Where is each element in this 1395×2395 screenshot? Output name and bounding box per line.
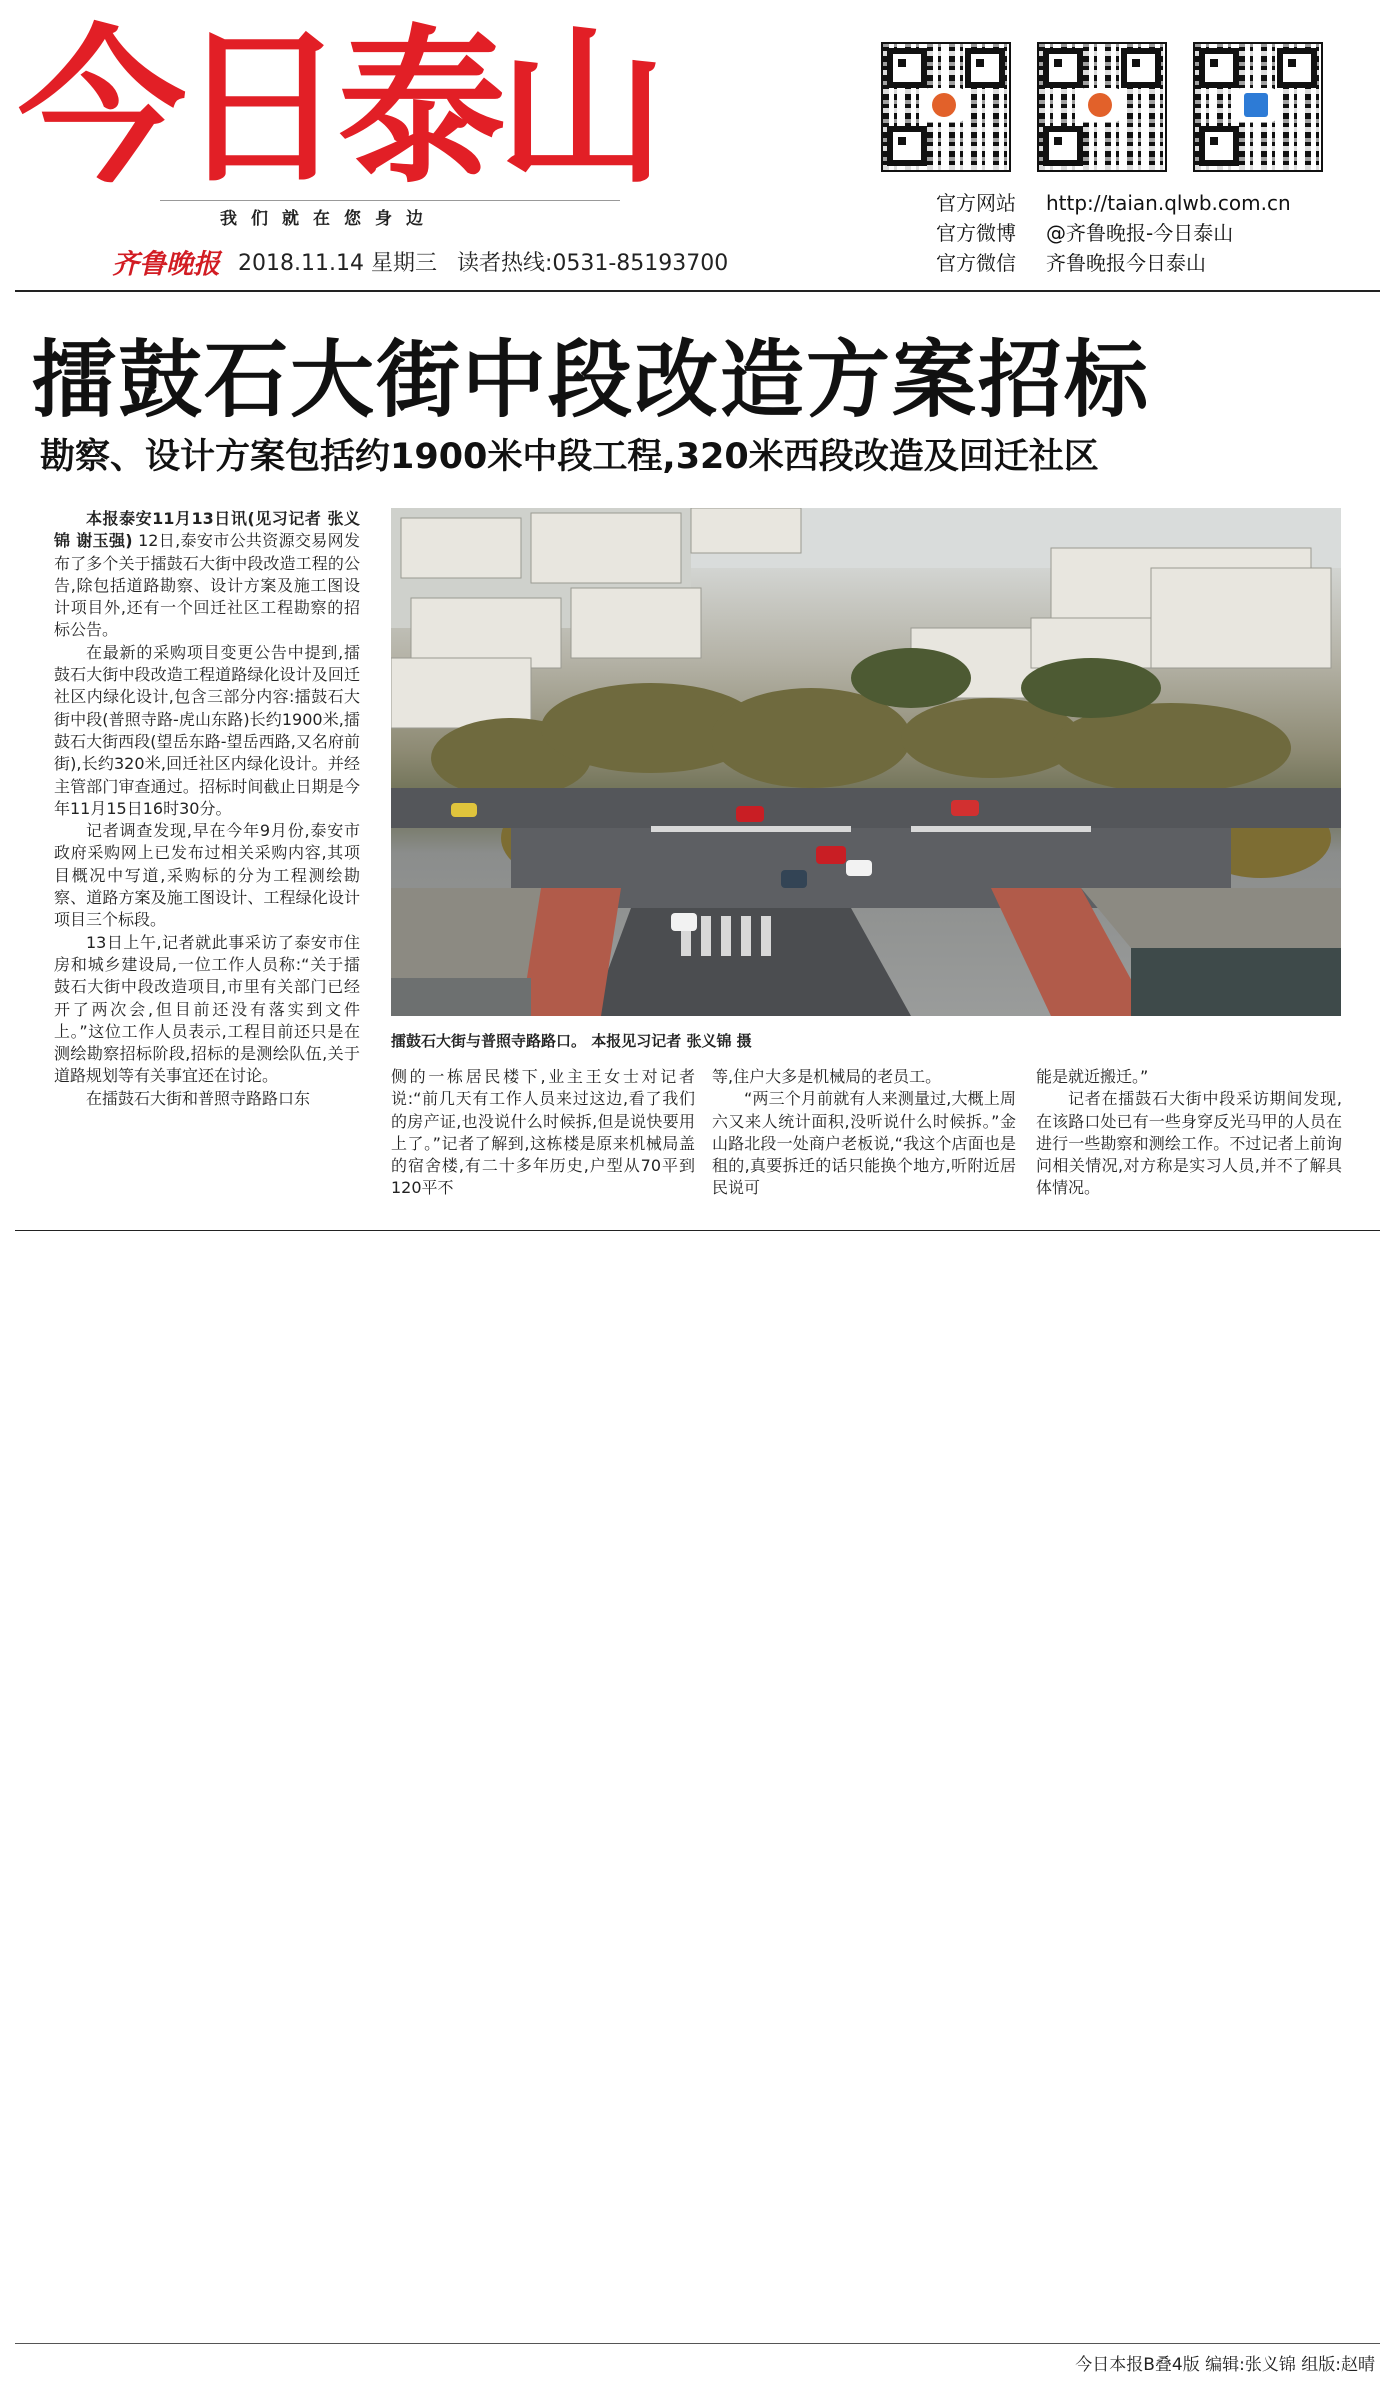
contact-weibo: 官方微博 @齐鲁晚报-今日泰山 [936, 221, 1234, 245]
qr-code-website [881, 42, 1011, 172]
issue-date: 2018.11.14 星期三 [238, 250, 437, 276]
reader-hotline: 读者热线:0531-85193700 [456, 250, 729, 276]
article-subheadline: 勘察、设计方案包括约1900米中段工程,320米西段改造及回迁社区 [40, 437, 1099, 477]
article-headline: 擂鼓石大街中段改造方案招标 [32, 331, 1151, 429]
article-bottom-rule [15, 1230, 1380, 1231]
masthead-title: 今日泰山 [18, 10, 658, 206]
qr-code-group [881, 42, 1323, 172]
page-footer: 今日本报B叠4版 编辑:张义锦 组版:赵晴 [1075, 2355, 1375, 2375]
article-column-2 [391, 1066, 695, 1200]
masthead-rule [15, 290, 1380, 292]
paragraph: 记者在擂鼓石大街中段采访期间发现,在该路口处已有一些身穿反光马甲的人员在进行一些勘察和测绘工作。不过记者上前询问相关情况,对方称是实习人员,并不了解具体情况。 [1036, 1089, 1342, 1198]
photo-caption: 擂鼓石大街与普照寺路路口。 本报见习记者 张义锦 摄 [391, 1032, 752, 1050]
slogan-divider [160, 200, 620, 201]
newspaper-brand: 齐鲁晚报 [112, 248, 220, 280]
paragraph: 在擂鼓石大街和普照寺路路口东 [86, 1088, 311, 1108]
paragraph: 记者调查发现,早在今年9月份,泰安市政府采购网上已发布过相关采购内容,其项目概况中写道,采购标的分为工程测绘勘察、道路方案及施工图设计、工程绿化设计项目三个标段。 [54, 821, 360, 930]
qr-code-weibo [1037, 42, 1167, 172]
paragraph: 13日上午,记者就此事采访了泰安市住房和城乡建设局,一位工作人员称:“关于擂鼓石大街中段改造项目,市里有关部门已经开了两次会,但目前还没有落实到文件上。”这位工作人员表示,工程目前还只是在测绘勘察招标阶段,招标的是测绘队伍,关于道路规划等有关事宜还在讨论。 [54, 932, 360, 1086]
footer-rule [15, 2343, 1380, 2344]
news-photo-intersection [391, 508, 1341, 1016]
qr-code-wechat [1193, 42, 1323, 172]
contact-website: 官方网站 http://taian.qlwb.com.cn [936, 191, 1291, 215]
masthead-info-row [112, 244, 728, 278]
article-column-1: 本报泰安11月13日讯(见习记者 张义锦 谢玉强) 12日,泰安市公共资源交易网发布了多个关于擂鼓石大街中段改造工程的公告,除包括道路勘察、设计方案及施工图设计项目外,还有一个回迁社区工程勘察的招标公告。 在最新的采购项目变更公告中提到,擂鼓石大街中段改造工程道路绿化设计及回迁社区内绿化设计,包含三部分内容:擂鼓石大街中段(普照寺路-虎山东路)长约1900米,擂鼓石大街西段(望岳东路-望岳西路,又名府前街),长约320米,回迁社区内绿化设计。并经主管部门审查通过。招标时间截止日期是今年11月15日16时30分。 记者调查发现,早在今年9月份,泰安市政府采购网上已发布过相关采购内容,其项目概况中写道,采购标的分为工程测绘勘察、道路方案及施工图设计、工程绿化设计项目三个标段。 13日上午,记者就此事采访了泰安市住房和城乡建设局,一位工作人员称:“关于擂鼓石大街中段改造项目,市里有关部门已经开了两次会,但目前还没有落实到文件上。”这位工作人员表示,工程目前还只是在测绘勘察招标阶段,招标的是测绘队伍,关于道路规划等有关事宜还在讨论。 在擂鼓石大街和普照寺路路口东 [54, 508, 360, 1110]
article-column-4 [1036, 1066, 1342, 1200]
paragraph: 等,住户大多是机械局的老员工。 [712, 1067, 942, 1086]
paragraph: 侧的一栋居民楼下,业主王女士对记者说:“前几天有工作人员来过这边,看了我们的房产证,也没说什么时候拆,但是说快要用上了。”记者了解到,这栋楼是原来机械局盖的宿舍楼,有二十多年历史,户型从70平到120平不 [391, 1067, 695, 1198]
official-contacts [936, 188, 1291, 278]
article-column-3 [712, 1066, 1016, 1200]
paragraph: 在最新的采购项目变更公告中提到,擂鼓石大街中段改造工程道路绿化设计及回迁社区内绿化设计,包含三部分内容:擂鼓石大街中段(普照寺路-虎山东路)长约1900米,擂鼓石大街西段(望岳东路-望岳西路,又名府前街),长约320米,回迁社区内绿化设计。并经主管部门审查通过。招标时间截止日期是今年11月15日16时30分。 [54, 642, 360, 818]
paragraph: “两三个月前就有人来测量过,大概上周六又来人统计面积,没听说什么时候拆。”金山路北段一处商户老板说,“我这个店面也是租的,真要拆迁的话只能换个地方,听附近居民说可 [712, 1089, 1016, 1198]
paragraph: 能是就近搬迁。” [1036, 1067, 1149, 1086]
masthead-slogan: 我们就在您身边 [220, 209, 437, 229]
contact-wechat: 官方微信 齐鲁晚报今日泰山 [936, 251, 1206, 275]
article-byline: 本报泰安11月13日讯(见习记者 张义锦 谢玉强) [54, 509, 360, 551]
